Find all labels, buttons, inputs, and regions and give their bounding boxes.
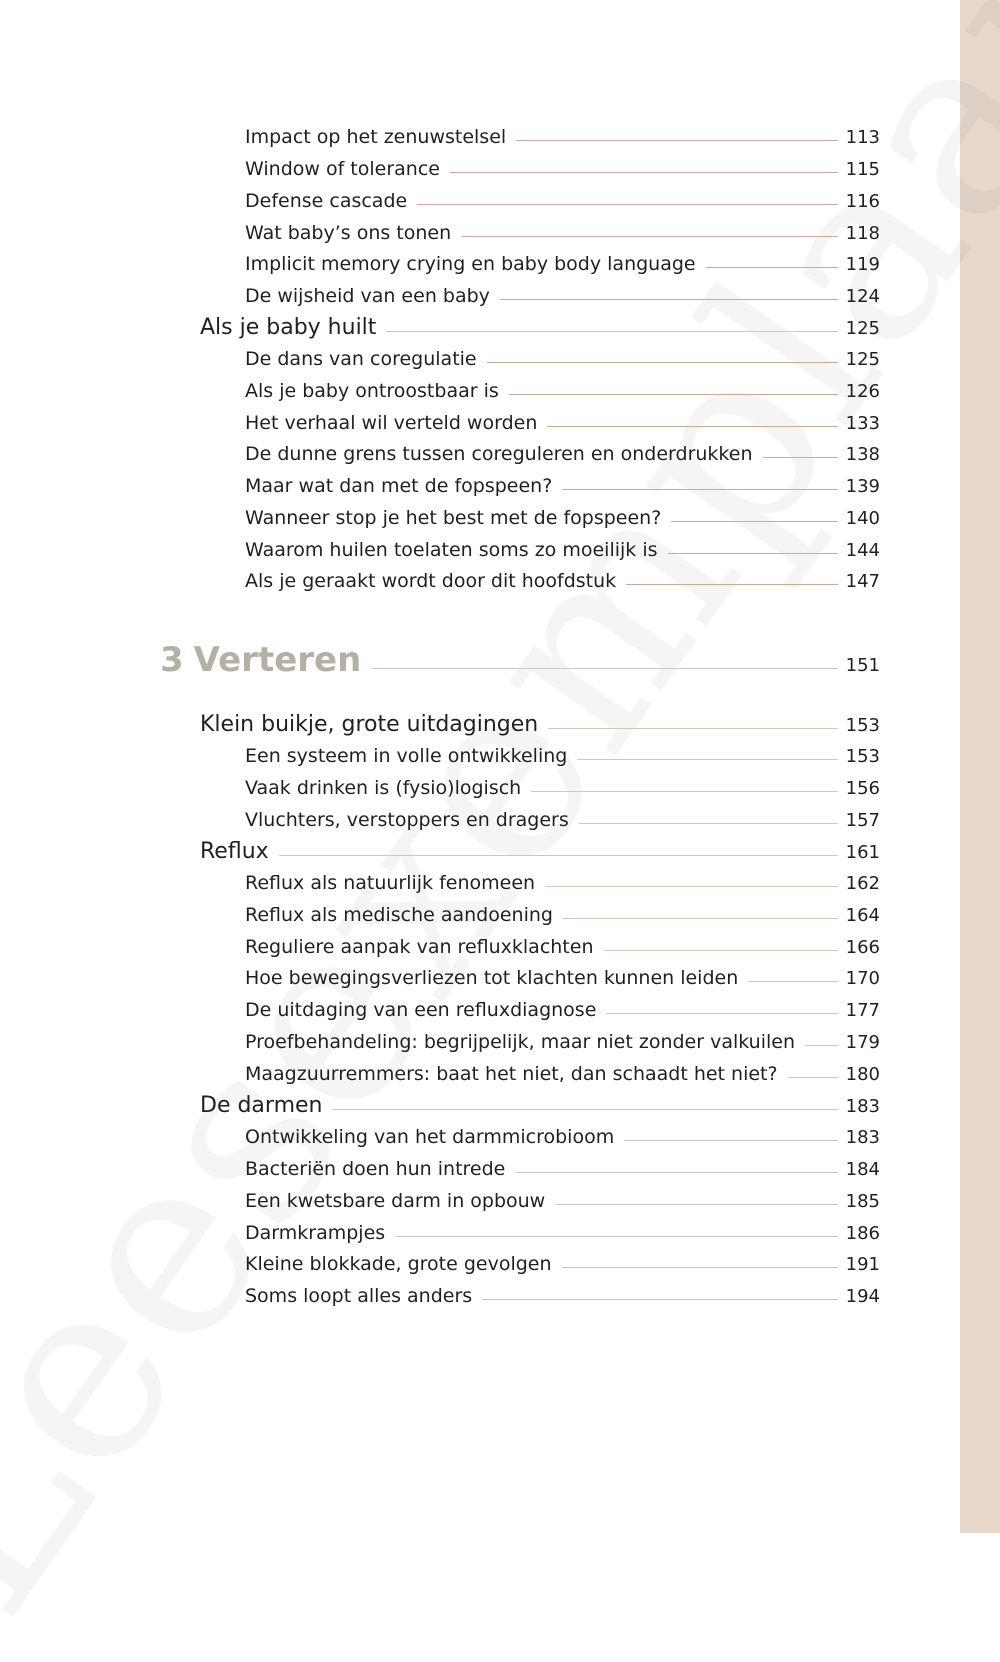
toc-entry[interactable] xyxy=(245,1285,880,1307)
toc-entry[interactable] xyxy=(245,126,880,148)
chapter-page: 151 xyxy=(845,655,880,676)
toc-entry[interactable] xyxy=(245,1063,880,1085)
entry-page: 183 xyxy=(845,1127,880,1148)
entry-title: Ontwikkeling van het darmmicrobioom xyxy=(245,1126,615,1148)
leader-line xyxy=(579,823,838,824)
leader-line xyxy=(371,668,837,669)
toc-entry[interactable] xyxy=(245,570,880,592)
leader-line xyxy=(577,759,837,760)
toc-section[interactable] xyxy=(200,839,880,864)
entry-title: Reflux als medische aandoening xyxy=(245,904,553,926)
toc-entry[interactable] xyxy=(245,380,880,402)
leader-line xyxy=(279,855,838,856)
section-page: 183 xyxy=(845,1096,880,1117)
entry-title: De dunne grens tussen coreguleren en onderdrukken xyxy=(245,443,753,465)
entry-page: 115 xyxy=(845,159,880,180)
leader-line xyxy=(562,1267,838,1268)
leader-line xyxy=(509,394,838,395)
entry-page: 125 xyxy=(845,349,880,370)
toc-entry[interactable] xyxy=(245,443,880,465)
entry-page: 177 xyxy=(845,1000,880,1021)
entry-title: Wanneer stop je het best met de fopspeen? xyxy=(245,507,662,529)
toc-entry[interactable] xyxy=(245,872,880,894)
toc-entry[interactable] xyxy=(245,190,880,212)
leader-line xyxy=(548,728,837,729)
section-page: 161 xyxy=(845,842,880,863)
entry-title: Een kwetsbare darm in opbouw xyxy=(245,1190,546,1212)
chapter-number: 3 xyxy=(160,640,184,680)
entry-page: 144 xyxy=(845,540,880,561)
toc-section[interactable] xyxy=(200,1093,880,1118)
entry-title: Als je baby ontroostbaar is xyxy=(245,380,499,402)
entry-page: 184 xyxy=(845,1159,880,1180)
entry-page: 153 xyxy=(845,746,880,767)
side-color-strip xyxy=(960,0,1000,1533)
entry-title: Vluchters, verstoppers en dragers xyxy=(245,809,569,831)
entry-title: Kleine blokkade, grote gevolgen xyxy=(245,1253,552,1275)
toc-entry[interactable] xyxy=(245,745,880,767)
leader-line xyxy=(386,331,837,332)
entry-page: 119 xyxy=(845,254,880,275)
leader-line xyxy=(562,489,837,490)
toc-entry[interactable] xyxy=(245,412,880,434)
entry-title: Implicit memory crying en baby body language xyxy=(245,253,696,275)
entry-page: 194 xyxy=(845,1286,880,1307)
leader-line xyxy=(450,172,838,173)
toc-entry[interactable] xyxy=(245,348,880,370)
leader-line xyxy=(563,918,838,919)
entry-title: Darmkrampjes xyxy=(245,1222,386,1244)
leader-line xyxy=(482,1299,837,1300)
entry-title: Proefbehandeling: begrijpelijk, maar niet zonder valkuilen xyxy=(245,1031,795,1053)
toc-chapter[interactable] xyxy=(160,640,880,680)
leader-line xyxy=(606,1013,837,1014)
leader-line xyxy=(604,950,838,951)
leader-line xyxy=(395,1236,837,1237)
leader-line xyxy=(626,584,837,585)
entry-title: Reguliere aanpak van refluxklachten xyxy=(245,936,594,958)
entry-title: Bacteriën doen hun intrede xyxy=(245,1158,506,1180)
entry-page: 166 xyxy=(845,937,880,958)
toc-entry[interactable] xyxy=(245,1190,880,1212)
entry-title: Reflux als natuurlijk fenomeen xyxy=(245,872,536,894)
leader-line xyxy=(515,1172,837,1173)
toc-entry[interactable] xyxy=(245,222,880,244)
entry-page: 186 xyxy=(845,1223,880,1244)
leader-line xyxy=(332,1109,837,1110)
toc-entry[interactable] xyxy=(245,1253,880,1275)
entry-page: 180 xyxy=(845,1064,880,1085)
leader-line xyxy=(555,1204,837,1205)
toc-entry[interactable] xyxy=(245,1126,880,1148)
toc-entry[interactable] xyxy=(245,1222,880,1244)
entry-page: 140 xyxy=(845,508,880,529)
entry-page: 118 xyxy=(845,223,880,244)
toc-entry[interactable] xyxy=(245,809,880,831)
entry-title: Een systeem in volle ontwikkeling xyxy=(245,745,568,767)
entry-page: 162 xyxy=(845,873,880,894)
entry-page: 126 xyxy=(845,381,880,402)
entry-page: 138 xyxy=(845,444,880,465)
entry-title: Window of tolerance xyxy=(245,158,440,180)
toc-entry[interactable] xyxy=(245,904,880,926)
toc-entry[interactable] xyxy=(245,253,880,275)
entry-title: Soms loopt alles anders xyxy=(245,1285,473,1307)
entry-page: 164 xyxy=(845,905,880,926)
entry-page: 191 xyxy=(845,1254,880,1275)
entry-page: 147 xyxy=(845,571,880,592)
toc-entry[interactable] xyxy=(245,539,880,561)
entry-title: De dans van coregulatie xyxy=(245,348,477,370)
entry-title: Waarom huilen toelaten soms zo moeilijk is xyxy=(245,539,658,561)
section-page: 125 xyxy=(845,318,880,339)
entry-title: Hoe bewegingsverliezen tot klachten kunnen leiden xyxy=(245,967,739,989)
entry-title: De wijsheid van een baby xyxy=(245,285,490,307)
leader-line xyxy=(763,457,838,458)
leader-line xyxy=(668,553,838,554)
section-title: Reflux xyxy=(200,839,269,864)
section-page: 153 xyxy=(845,715,880,736)
entry-page: 116 xyxy=(845,191,880,212)
leader-line xyxy=(748,981,837,982)
toc-entry[interactable] xyxy=(245,285,880,307)
entry-page: 157 xyxy=(845,810,880,831)
entry-title: Wat baby’s ons tonen xyxy=(245,222,452,244)
entry-page: 156 xyxy=(845,778,880,799)
toc-section[interactable] xyxy=(200,712,880,737)
entry-page: 179 xyxy=(845,1032,880,1053)
leader-line xyxy=(706,267,838,268)
section-title: De darmen xyxy=(200,1093,323,1118)
leader-line xyxy=(500,299,838,300)
entry-page: 139 xyxy=(845,476,880,497)
section-title: Klein buikje, grote uitdagingen xyxy=(200,712,539,737)
entry-title: Het verhaal wil verteld worden xyxy=(245,412,538,434)
leader-line xyxy=(788,1077,838,1078)
entry-page: 170 xyxy=(845,968,880,989)
leader-line xyxy=(516,140,837,141)
toc-entry[interactable] xyxy=(245,967,880,989)
toc-entry[interactable] xyxy=(245,475,880,497)
leader-line xyxy=(805,1045,838,1046)
toc-entry[interactable] xyxy=(245,158,880,180)
entry-page: 113 xyxy=(845,127,880,148)
toc-entry[interactable] xyxy=(245,1031,880,1053)
leader-line xyxy=(624,1140,837,1141)
leader-line xyxy=(671,521,837,522)
entry-title: De uitdaging van een refluxdiagnose xyxy=(245,999,597,1021)
entry-title: Defense cascade xyxy=(245,190,408,212)
toc-entry[interactable] xyxy=(245,936,880,958)
leader-line xyxy=(461,236,837,237)
entry-title: Maar wat dan met de fopspeen? xyxy=(245,475,553,497)
entry-title: Vaak drinken is (fysio)logisch xyxy=(245,777,522,799)
toc-entry[interactable] xyxy=(245,507,880,529)
toc-entry[interactable] xyxy=(245,1158,880,1180)
leader-line xyxy=(545,886,838,887)
chapter-title: Verteren xyxy=(193,640,362,680)
toc-entry[interactable] xyxy=(245,999,880,1021)
toc-entry[interactable] xyxy=(245,777,880,799)
entry-title: Maagzuurremmers: baat het niet, dan schaadt het niet? xyxy=(245,1063,778,1085)
leader-line xyxy=(531,791,837,792)
entry-page: 124 xyxy=(845,286,880,307)
leader-line xyxy=(547,426,837,427)
toc-section[interactable] xyxy=(200,315,880,340)
entry-title: Als je geraakt wordt door dit hoofdstuk xyxy=(245,570,617,592)
entry-page: 133 xyxy=(845,413,880,434)
section-title: Als je baby huilt xyxy=(200,315,377,340)
entry-title: Impact op het zenuwstelsel xyxy=(245,126,507,148)
leader-line xyxy=(417,204,837,205)
leader-line xyxy=(487,362,838,363)
entry-page: 185 xyxy=(845,1191,880,1212)
